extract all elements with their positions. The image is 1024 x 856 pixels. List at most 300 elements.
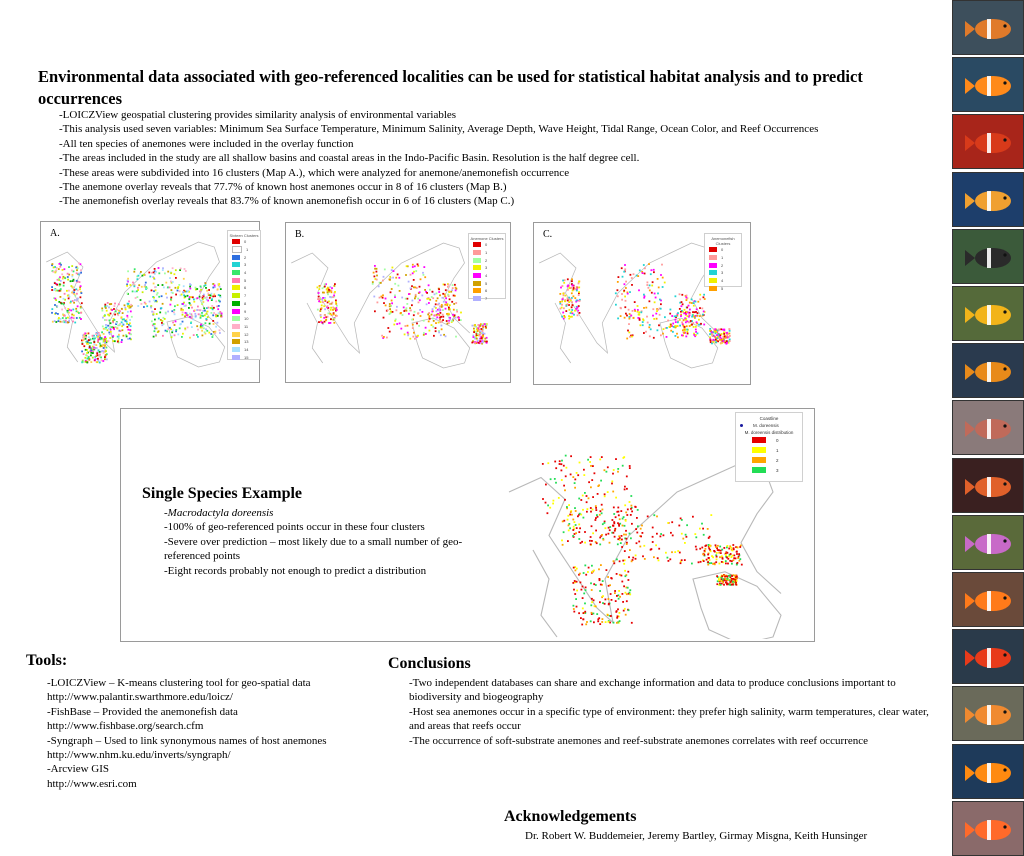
legend-rows [705,246,741,292]
occurrence-cell [382,294,384,296]
occurrence-cell [391,269,393,271]
occurrence-cell [193,301,195,303]
occurrence-cell [590,620,592,622]
occurrence-cell [58,317,60,319]
occurrence-cell [449,319,451,321]
occurrence-cell [396,306,398,308]
occurrence-cell [443,301,445,303]
occurrence-cell [599,601,601,603]
occurrence-cell [729,339,731,341]
tool-link[interactable]: http://www.fishbase.org/search.cfm [47,720,204,733]
occurrence-cell [154,326,156,328]
occurrence-cell [318,298,320,300]
legend-row [469,249,505,257]
legend-row [228,300,260,308]
occurrence-cell [653,514,655,516]
occurrence-cell [573,608,575,610]
occurrence-cell [576,300,578,302]
legend-swatch [709,263,717,268]
occurrence-cell [436,314,438,316]
occurrence-cell [442,314,444,316]
occurrence-cell [681,322,683,324]
occurrence-cell [729,575,731,577]
occurrence-cell [561,479,563,481]
occurrence-cell [202,298,204,300]
occurrence-cell [125,309,127,311]
occurrence-cell [184,316,186,318]
occurrence-cell [383,276,385,278]
occurrence-cell [189,316,191,318]
occurrence-cell [435,327,437,329]
occurrence-cell [547,505,549,507]
occurrence-cell [707,554,709,556]
occurrence-cell [324,299,326,301]
occurrence-cell [445,302,447,304]
occurrence-cell [671,551,673,553]
bullet-item: -These areas were subdivided into 16 clusters (Map A.), which were analyzed for anemone/anemonefish occurrence [59,166,570,179]
occurrence-cell [80,318,82,320]
occurrence-cell [406,265,408,267]
occurrence-cell [590,544,592,546]
occurrence-cell [207,316,209,318]
occurrence-cell [138,275,140,277]
tool-link[interactable]: http://www.palantir.swarthmore.edu/loicz/ [47,691,233,704]
occurrence-cell [70,310,72,312]
occurrence-cell [454,314,456,316]
legend-label: 1 [246,247,249,253]
occurrence-cell [581,541,583,543]
occurrence-cell [585,623,587,625]
occurrence-cell [595,509,597,511]
occurrence-cell [643,264,645,266]
occurrence-cell [206,299,208,301]
occurrence-cell [59,283,61,285]
occurrence-cell [333,295,335,297]
occurrence-cell [327,292,329,294]
map-legend [468,233,506,302]
occurrence-cell [736,551,738,553]
occurrence-cell [441,328,443,330]
occurrence-cell [191,326,193,328]
occurrence-cell [480,330,482,332]
occurrence-cell [102,317,104,319]
occurrence-cell [327,305,329,307]
occurrence-cell [625,520,627,522]
occurrence-cell [640,311,642,313]
occurrence-cell [182,309,184,311]
occurrence-cell [448,309,450,311]
occurrence-cell [580,582,582,584]
occurrence-cell [591,598,593,600]
occurrence-cell [194,313,196,315]
occurrence-cell [330,307,332,309]
occurrence-cell [631,277,633,279]
occurrence-cell [384,269,386,271]
occurrence-cell [196,334,198,336]
legend-swatch [232,339,240,344]
occurrence-cell [714,328,716,330]
legend-swatch [232,285,240,290]
occurrence-cell [318,321,320,323]
occurrence-cell [608,621,610,623]
occurrence-cell [60,288,62,290]
occurrence-cell [689,309,691,311]
occurrence-cell [410,310,412,312]
occurrence-cell [625,534,627,536]
occurrence-cell [695,329,697,331]
legend-swatch [232,246,242,253]
occurrence-cell [175,287,177,289]
occurrence-cell [669,558,671,560]
occurrence-cell [437,297,439,299]
legend-row [705,284,741,292]
occurrence-cell [607,614,609,616]
occurrence-cell [631,336,633,338]
occurrence-cell [605,527,607,529]
occurrence-cell [594,472,596,474]
occurrence-cell [675,295,677,297]
occurrence-cell [671,315,673,317]
occurrence-cell [637,309,639,311]
occurrence-cell [218,300,220,302]
occurrence-cell [572,535,574,537]
occurrence-cell [474,325,476,327]
occurrence-cell [653,271,655,273]
occurrence-cell [189,286,191,288]
occurrence-cell [141,286,143,288]
legend-distribution-title: M. doreensis distribution [744,430,794,435]
occurrence-cell [649,324,651,326]
occurrence-cell [99,354,101,356]
occurrence-cell [591,525,593,527]
occurrence-cell [656,533,658,535]
occurrence-cell [592,465,594,467]
occurrence-cell [584,603,586,605]
occurrence-cell [76,280,78,282]
occurrence-cell [117,328,119,330]
occurrence-cell [140,271,142,273]
occurrence-cell [716,559,718,561]
occurrence-cell [431,314,433,316]
occurrence-cell [174,305,176,307]
occurrence-cell [620,315,622,317]
occurrence-cell [58,301,60,303]
occurrence-cell [196,288,198,290]
occurrence-cell [393,270,395,272]
occurrence-cell [111,309,113,311]
occurrence-cell [372,283,374,285]
occurrence-cell [319,310,321,312]
occurrence-cell [699,298,701,300]
occurrence-cell [561,470,563,472]
occurrence-cell [117,314,119,316]
occurrence-cell [676,325,678,327]
occurrence-cell [563,485,565,487]
occurrence-cell [129,338,131,340]
occurrence-cell [377,302,379,304]
occurrence-cell [568,297,570,299]
occurrence-cell [407,298,409,300]
legend-swatch [709,270,717,275]
occurrence-cell [561,540,563,542]
occurrence-cell [103,328,105,330]
occurrence-cell [67,322,69,324]
occurrence-cell [99,343,101,345]
occurrence-cell [411,285,413,287]
occurrence-cell [58,268,60,270]
occurrence-cell [181,308,183,310]
occurrence-cell [379,297,381,299]
occurrence-cell [559,460,561,462]
occurrence-cell [652,281,654,283]
legend-label: 4 [244,270,247,276]
occurrence-cell [210,294,212,296]
occurrence-cell [624,525,626,527]
occurrence-cell [182,321,184,323]
occurrence-cell [193,299,195,301]
occurrence-cell [627,571,629,573]
occurrence-cell [385,305,387,307]
occurrence-cell [637,509,639,511]
occurrence-cell [418,325,420,327]
occurrence-cell [336,305,338,307]
occurrence-cell [105,338,107,340]
occurrence-cell [80,272,82,274]
occurrence-cell [174,324,176,326]
occurrence-cell [720,584,722,586]
occurrence-cell [322,287,324,289]
occurrence-cell [420,278,422,280]
occurrence-cell [631,560,633,562]
occurrence-cell [412,300,414,302]
occurrence-cell [659,314,661,316]
occurrence-cell [207,293,209,295]
occurrence-cell [394,283,396,285]
occurrence-cell [143,306,145,308]
occurrence-cell [565,455,567,457]
occurrence-cell [613,532,615,534]
occurrence-cell [428,321,430,323]
occurrence-cell [194,310,196,312]
occurrence-cell [586,501,588,503]
occurrence-cell [545,502,547,504]
occurrence-cell [99,335,101,337]
occurrence-cell [473,336,475,338]
occurrence-cell [484,338,486,340]
occurrence-cell [601,456,603,458]
occurrence-cell [559,301,561,303]
occurrence-cell [172,281,174,283]
occurrence-cell [607,491,609,493]
occurrence-cell [419,309,421,311]
occurrence-cell [83,345,85,347]
occurrence-cell [696,308,698,310]
occurrence-cell [626,593,628,595]
occurrence-cell [626,338,628,340]
occurrence-cell [440,312,442,314]
occurrence-cell [88,356,90,358]
occurrence-cell [460,312,462,314]
occurrence-cell [618,524,620,526]
occurrence-cell [54,282,56,284]
legend-swatch [752,437,766,443]
occurrence-cell [609,622,611,624]
occurrence-cell [680,311,682,313]
occurrence-cell [204,310,206,312]
tool-link[interactable]: http://www.esri.com [47,777,137,790]
occurrence-cell [662,286,664,288]
occurrence-cell [691,299,693,301]
tools-heading: Tools: [26,652,68,669]
legend-swatch [232,270,240,275]
occurrence-cell [732,578,734,580]
occurrence-cell [629,465,631,467]
occurrence-cell [578,524,580,526]
occurrence-cell [702,528,704,530]
occurrence-cell [376,271,378,273]
occurrence-cell [394,296,396,298]
occurrence-cell [564,499,566,501]
species-legend-rows [736,435,802,475]
occurrence-cell [60,318,62,320]
occurrence-cell [425,333,427,335]
occurrence-cell [109,320,111,322]
occurrence-cell [592,532,594,534]
tool-link[interactable]: http://www.nhm.ku.edu/inverts/syngraph/ [47,749,231,762]
occurrence-cell [554,478,556,480]
occurrence-cell [158,272,160,274]
occurrence-cell [146,287,148,289]
occurrence-cell [215,326,217,328]
occurrence-cell [432,318,434,320]
occurrence-cell [619,560,621,562]
occurrence-cell [611,578,613,580]
occurrence-cell [123,335,125,337]
occurrence-cell [691,302,693,304]
occurrence-cell [727,552,729,554]
occurrence-cell [100,338,102,340]
occurrence-cell [608,603,610,605]
occurrence-cell [109,303,111,305]
occurrence-cell [156,313,158,315]
occurrence-cell [726,582,728,584]
occurrence-cell [380,282,382,284]
occurrence-cell [423,274,425,276]
occurrence-cell [334,285,336,287]
occurrence-cell [80,312,82,314]
occurrence-cell [153,336,155,338]
occurrence-cell [61,303,63,305]
occurrence-cell [214,295,216,297]
occurrence-cell [449,298,451,300]
occurrence-cell [571,311,573,313]
occurrence-cell [333,322,335,324]
occurrence-cell [476,338,478,340]
occurrence-cell [709,337,711,339]
occurrence-cell [408,313,410,315]
occurrence-cell [206,313,208,315]
occurrence-cell [177,304,179,306]
occurrence-cell [617,289,619,291]
occurrence-cell [95,333,97,335]
occurrence-cell [76,269,78,271]
occurrence-cell [158,267,160,269]
occurrence-cell [435,303,437,305]
occurrence-cell [109,326,111,328]
occurrence-cell [569,527,571,529]
occurrence-cell [376,268,378,270]
occurrence-cell [398,285,400,287]
occurrence-cell [88,359,90,361]
occurrence-cell [126,321,128,323]
fish-icon [953,687,1023,740]
occurrence-cell [118,312,120,314]
tool-line: -FishBase – Provided the anemonefish data [47,705,238,718]
occurrence-cell [635,558,637,560]
occurrence-cell [172,330,174,332]
occurrence-cell [418,302,420,304]
occurrence-cell [601,512,603,514]
occurrence-cell [414,298,416,300]
occurrence-cell [71,270,73,272]
occurrence-cell [719,556,721,558]
occurrence-cell [631,284,633,286]
occurrence-cell [574,479,576,481]
occurrence-cell [178,284,180,286]
anemonefish-photo [952,0,1024,55]
occurrence-cell [113,308,115,310]
occurrence-cell [382,280,384,282]
occurrence-cell [562,280,564,282]
occurrence-cell [175,321,177,323]
occurrence-cell [60,296,62,298]
bullet-item: -This analysis used seven variables: Minimum Sea Surface Temperature, Minimum Salinity, Average Depth, Wave Height, Tidal Range, Ocean Color, and Reef Occurrences [59,123,819,136]
occurrence-cell [561,301,563,303]
occurrence-cell [708,548,710,550]
occurrence-cell [55,269,57,271]
occurrence-cell [158,296,160,298]
occurrence-cell [576,606,578,608]
occurrence-cell [52,271,54,273]
species-name: -Macrodactyla doreensis [164,507,274,519]
occurrence-cell [547,512,549,514]
occurrence-cell [727,578,729,580]
occurrence-cell [445,308,447,310]
occurrence-cell [615,304,617,306]
occurrence-cell [706,559,708,561]
occurrence-cell [191,307,193,309]
legend-swatch [232,293,240,298]
legend-row [228,346,260,354]
occurrence-cell [591,612,593,614]
anemonefish-photo [952,286,1024,341]
occurrence-cell [71,292,73,294]
occurrence-cell [93,356,95,358]
occurrence-cell [408,281,410,283]
occurrence-cell [616,511,618,513]
anemonefish-photo [952,458,1024,513]
occurrence-cell [669,313,671,315]
occurrence-cell [445,335,447,337]
occurrence-cell [715,561,717,563]
occurrence-cell [151,320,153,322]
occurrence-cell [572,290,574,292]
occurrence-cell [445,289,447,291]
occurrence-cell [614,528,616,530]
occurrence-cell [618,276,620,278]
occurrence-cell [699,548,701,550]
occurrence-cell [386,337,388,339]
